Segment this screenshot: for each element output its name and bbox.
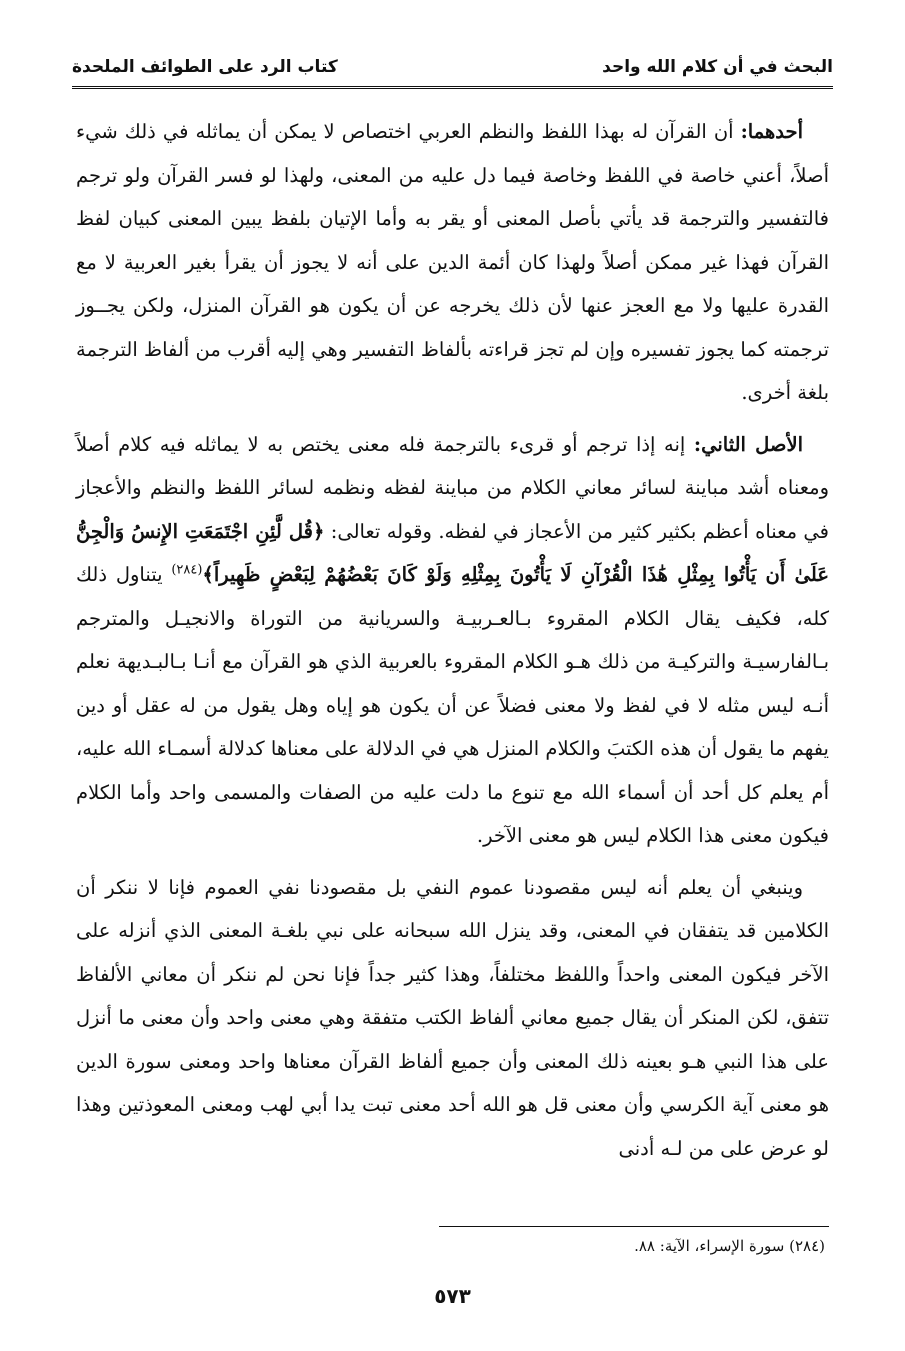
header-chapter-title: البحث في أن كلام الله واحد [602,57,833,77]
paragraph-2 [76,423,829,858]
footnote-divider [439,1226,829,1227]
footnote-reference[interactable]: (٢٨٤) [171,562,203,578]
paragraph-3-text: وينبغي أن يعلم أنه ليس مقصودنا عموم النفي بل مقصودنا نفي العموم فإنا لا ننكر أن الكلامين قد يتفقان في المعنى، وقد ينزل الله سبحانه على نبي بلغـة المعنى الذي أنزله على الآخر فيكون المعنى واحداً واللفظ مختلفاً، وهذا كثير جداً فإنا نحن لم ننكر أن معاني الألفاظ تتفق، لكن المنكر أن يقال جميع معاني ألفاظ الكتب متفقة وهي معنى واحد وأن معنى ما أنزل على هذا النبي هـو بعينه ذلك المعنى وأن جميع ألفاظ القرآن معناها واحد ومعنى سورة الدين هو معنى آية الكرسي وأن معنى قل هو الله أحد معنى تبت يدا أبي لهب ومعنى المعوذتين وهذا لو عرض على من لـه أدنى [76,875,829,1160]
paragraph-2-text-before: إنه إذا ترجم أو قرىء بالترجمة فله معنى يختص به لا يماثله فيه كلام أصلاً ومعناه أشد مباينة لسائر معاني الكلام من مباينة لفظه ونظمه لسائر اللفظ والنظم والأعجاز في معناه أعظم بكثير كثير من الأعجاز في لفظه. وقوله تعالى: [76,432,829,543]
page-number: ٥٧٣ [434,1284,471,1308]
paragraph-2-lead: الأصل الثاني: [693,432,803,456]
main-text [76,110,829,1178]
quran-verse: ﴿قُل لَّئِنِ اجْتَمَعَتِ الإِنسُ وَالْجِنُّ عَلَىٰ أَن يَأْتُوا بِمِثْلِ هَٰذَا الْقُرْآنِ لَا يَأْتُونَ بِمِثْلِهِ وَلَوْ كَانَ بَعْضُهُمْ لِبَعْضٍ ظَهِيراً﴾ [76,519,829,586]
footnote: (٢٨٤) سورة الإسراء، الآية: ٨٨. [634,1237,825,1255]
paragraph-2-text-after: يتناول ذلك كله، فكيف يقال الكلام المقروء بـالعـربيـة والسريانية من التوراة والانجيـل والمترجم بـالفارسيـة والتركيـة من ذلك هـو الكلام المقروء بالعربية الذي هو القرآن مع أنـا بـالبـديهة نعلم أنـه ليس مثله لا في لفظ ولا معنى فضلاً عن أن يكون هو إياه وهل يقول من له عقل أو دين يفهم ما يقول أن هذه الكتبَ والكلام المنزل هي في الدلالة على معناها كدلالة أسمـاء الله عليه، أم يعلم كل أحد أن أسماء الله مع تنوع ما دلت عليه من الصفات والمسمى واحد وأما الكلام فيكون معنى هذا الكلام ليس هو معنى الآخر. [76,563,829,847]
running-header [72,50,833,84]
paragraph-3 [76,866,829,1171]
paragraph-1 [76,110,829,415]
paragraph-1-lead: أحدهما: [740,120,803,143]
paragraph-1-text: أن القرآن له بهذا اللفظ والنظم العربي اختصاص لا يمكن أن يماثله في ذلك شيء أصلاً، أعني خاصة في اللفظ وخاصة فيما دل عليه من المعنى، ولهذا لو فسر القرآن ولو ترجم فالتفسير والترجمة قد يأتي بأصل المعنى أو يقر به وأما الإتيان بلفظ يبين المعنى كبيان لفظ القرآن فهذا غير ممكن أصلاً ولهذا كان أئمة الدين على أنه لا يجوز أن يقرأ بغير العربية لا مع القدرة عليها ولا مع العجز عنها لأن ذلك يخرجه عن أن يكون هو القرآن المنزل، ولكن يجــوز ترجمته كما يجوز تفسيره وإن لم تجز قراءته بألفاظ التفسير وهي إليه أقرب من ألفاظ الترجمة بلغة أخرى. [76,120,829,404]
header-book-title: كتاب الرد على الطوائف الملحدة [72,57,338,77]
header-divider [72,86,833,89]
